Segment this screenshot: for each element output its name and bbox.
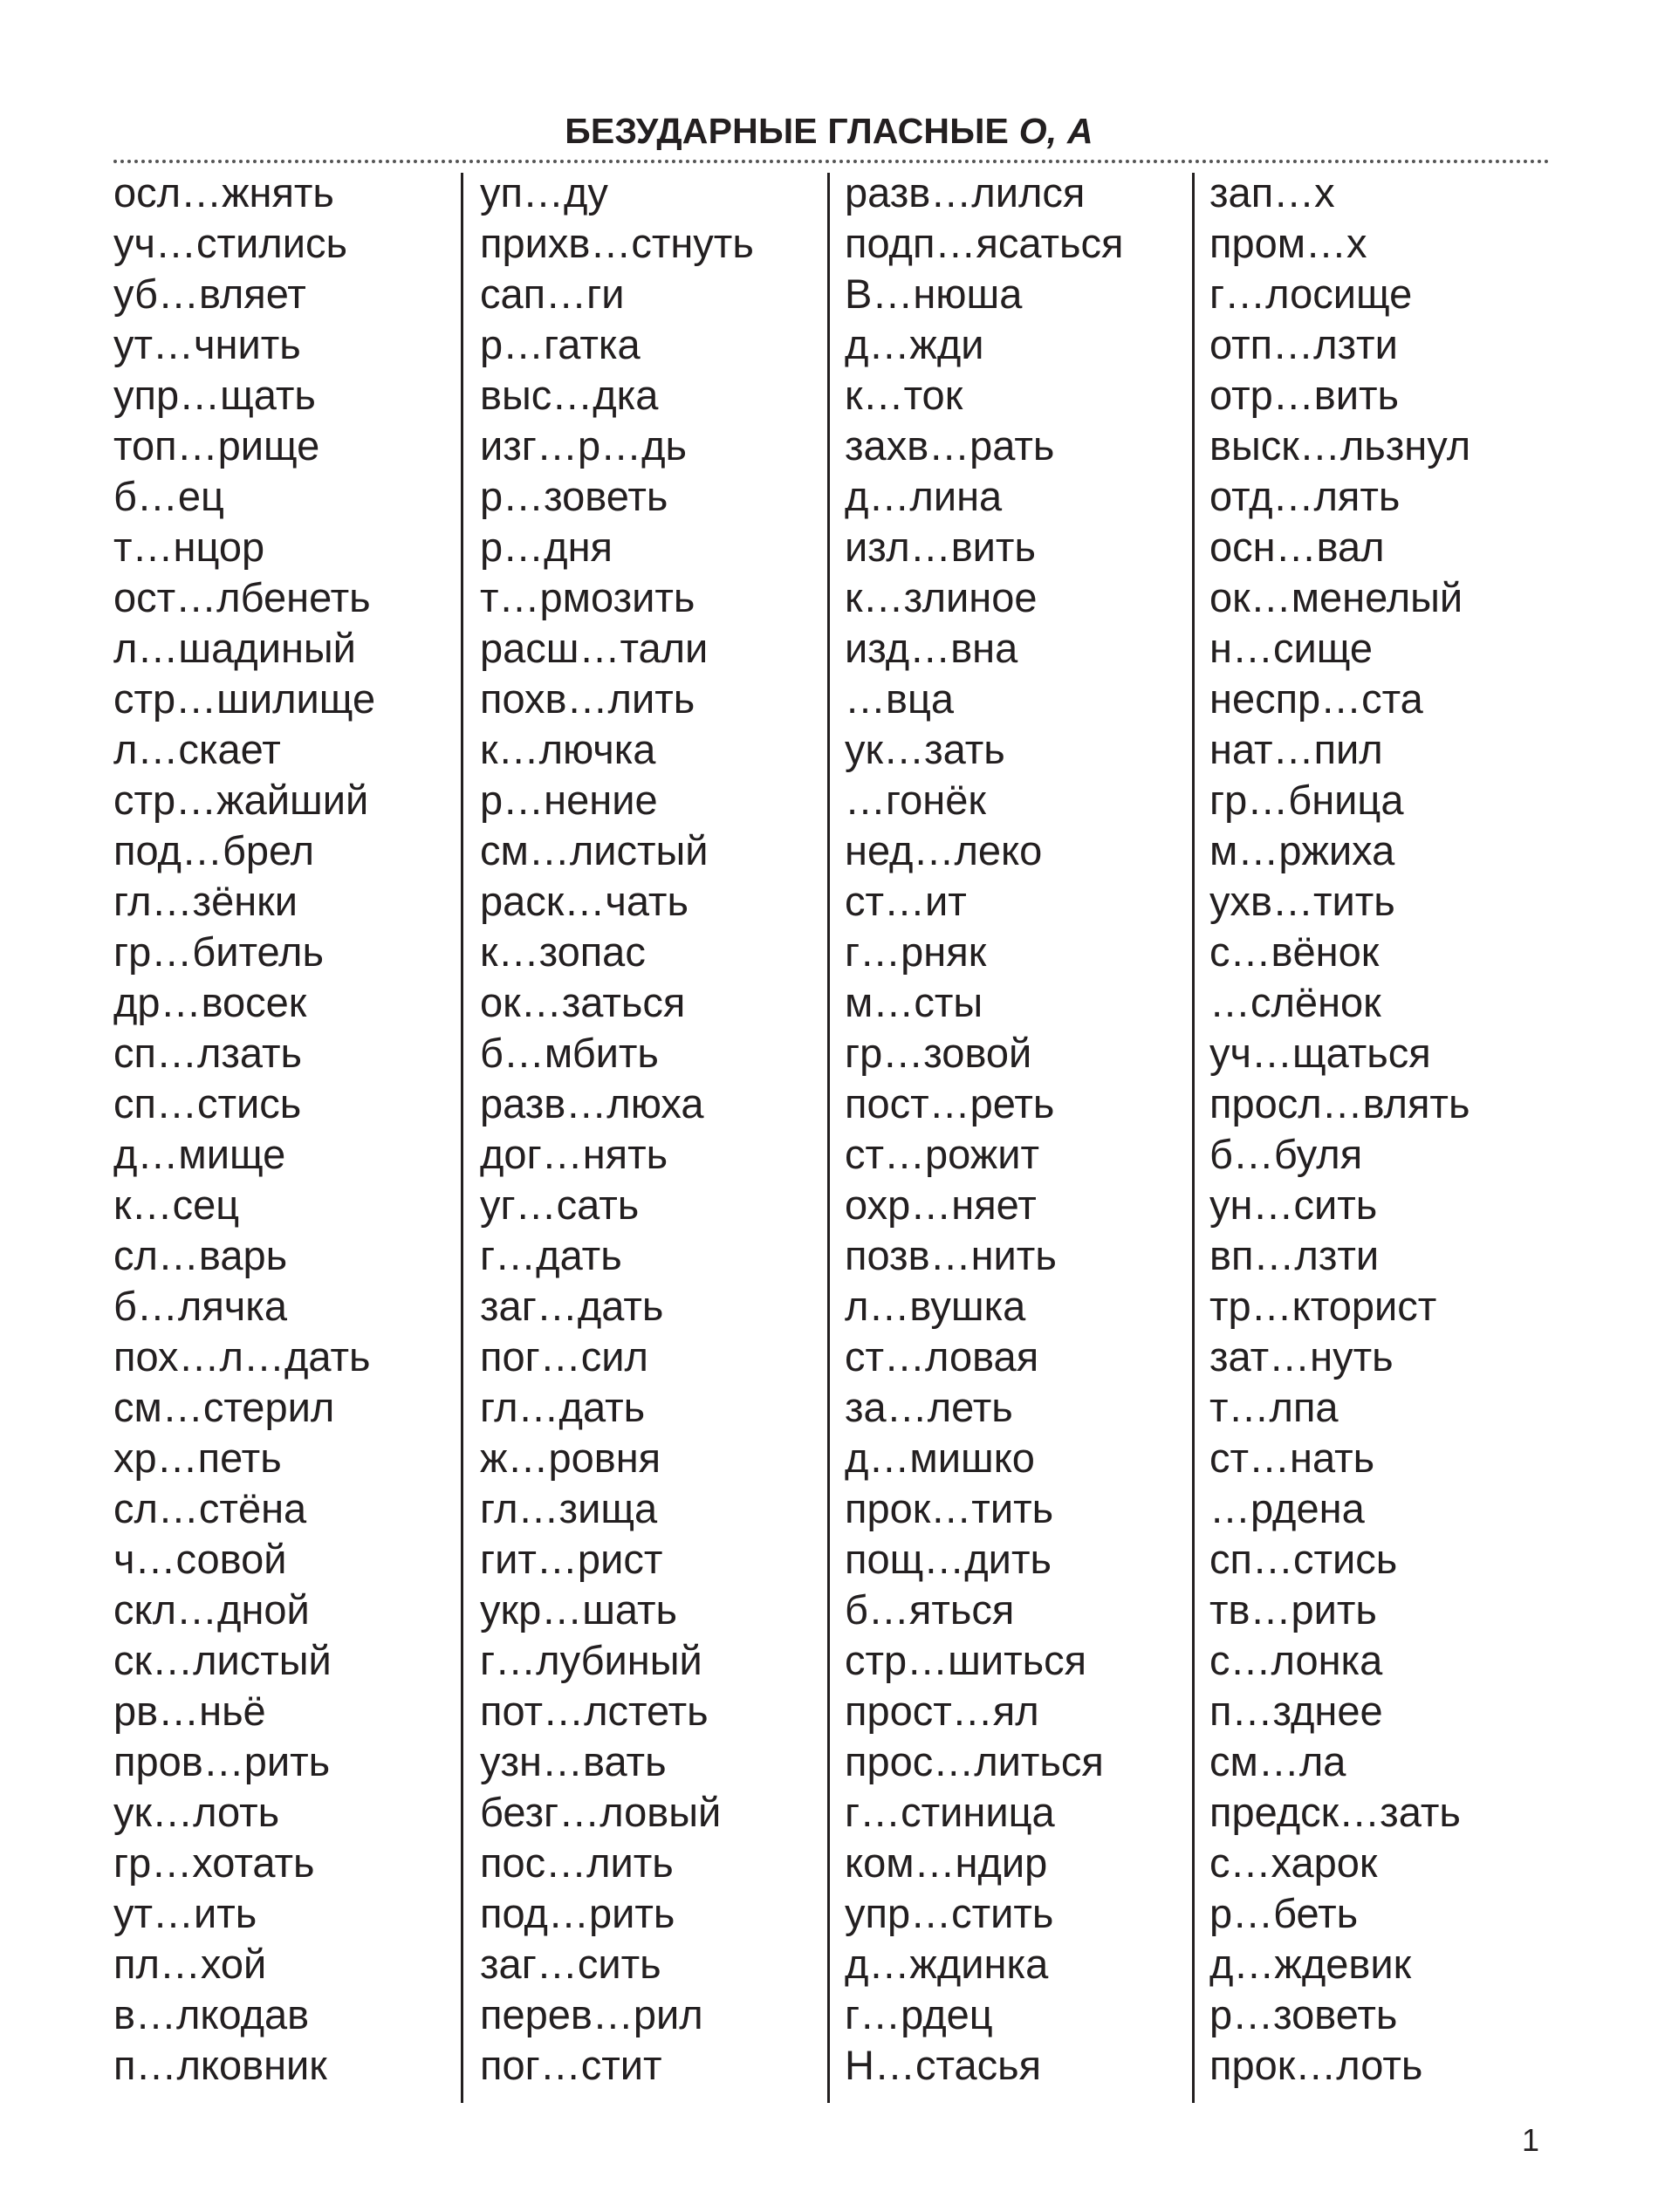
word-item: заг…сить bbox=[480, 1941, 661, 1987]
word-item: просл…влять bbox=[1209, 1080, 1470, 1127]
word-item: ст…нать bbox=[1209, 1435, 1375, 1481]
word-item: к…злиное bbox=[845, 574, 1038, 620]
word-item: заг…дать bbox=[480, 1283, 664, 1329]
word-item: раск…чать bbox=[480, 878, 689, 924]
column-divider bbox=[461, 173, 463, 2103]
word-item: изд…вна bbox=[845, 625, 1018, 671]
word-item: пощ…дить bbox=[845, 1536, 1052, 1582]
word-item: г…рдец bbox=[845, 1991, 993, 2037]
word-column-2 bbox=[480, 168, 754, 2103]
word-item: за…леть bbox=[845, 1384, 1013, 1430]
word-item: др…восек bbox=[113, 979, 307, 1025]
word-column-1 bbox=[113, 168, 375, 2103]
word-item: разв…люха bbox=[480, 1080, 704, 1127]
word-item: пох…л…дать bbox=[113, 1333, 371, 1380]
word-item: хр…петь bbox=[113, 1435, 282, 1481]
word-item: н…сище bbox=[1209, 625, 1373, 671]
word-item: с…лонка bbox=[1209, 1637, 1383, 1683]
word-item: упр…стить bbox=[845, 1890, 1054, 1936]
word-item: см…ла bbox=[1209, 1738, 1346, 1784]
word-item: под…рить bbox=[480, 1890, 675, 1936]
word-item: гл…дать bbox=[480, 1384, 646, 1430]
word-item: р…нение bbox=[480, 777, 658, 823]
word-item: д…ждевик bbox=[1209, 1941, 1412, 1987]
word-item: б…лячка bbox=[113, 1283, 288, 1329]
word-columns bbox=[113, 168, 1562, 2103]
word-item: ут…чнить bbox=[113, 321, 301, 367]
word-item: укр…шать bbox=[480, 1586, 678, 1633]
word-item: зап…х bbox=[1209, 169, 1335, 216]
word-item: гит…рист bbox=[480, 1536, 663, 1582]
word-item: изг…р…дь bbox=[480, 422, 687, 469]
word-item: гр…зовой bbox=[845, 1030, 1032, 1076]
word-item: д…жди bbox=[845, 321, 984, 367]
word-item: подп…ясаться bbox=[845, 220, 1124, 266]
word-item: предск…зать bbox=[1209, 1789, 1461, 1835]
word-item: ост…лбенеть bbox=[113, 574, 371, 620]
word-item: см…листый bbox=[480, 827, 709, 873]
word-item: ст…ит bbox=[845, 878, 967, 924]
word-item: похв…лить bbox=[480, 675, 695, 722]
word-item: т…нцор bbox=[113, 524, 265, 570]
word-item: пров…рить bbox=[113, 1738, 331, 1784]
title-dotted-rule bbox=[113, 160, 1550, 163]
word-item: захв…рать bbox=[845, 422, 1055, 469]
word-item: сп…стись bbox=[113, 1080, 302, 1127]
word-item: стр…шилище bbox=[113, 675, 376, 722]
word-item: с…харок bbox=[1209, 1839, 1378, 1886]
word-item: скл…дной bbox=[113, 1586, 310, 1633]
word-item: …вца bbox=[845, 675, 955, 722]
word-item: м…ржиха bbox=[1209, 827, 1395, 873]
word-item: ук…лоть bbox=[113, 1789, 280, 1835]
page-number: 1 bbox=[1521, 2122, 1539, 2158]
word-item: р…беть bbox=[1209, 1890, 1359, 1936]
word-item: уп…ду bbox=[480, 169, 608, 216]
word-item: уб…вляет bbox=[113, 271, 306, 317]
word-item: п…зднее bbox=[1209, 1688, 1383, 1734]
word-item: стр…жайший bbox=[113, 777, 369, 823]
word-item: выс…дка bbox=[480, 372, 659, 418]
word-item: пром…х bbox=[1209, 220, 1367, 266]
word-item: безг…ловый bbox=[480, 1789, 722, 1835]
word-column-4 bbox=[1209, 168, 1470, 2103]
word-item: р…зоветь bbox=[1209, 1991, 1398, 2037]
word-item: п…лковник bbox=[113, 2042, 327, 2088]
word-item: отп…лзти bbox=[1209, 321, 1398, 367]
word-item: с…вёнок bbox=[1209, 928, 1380, 975]
word-item: сп…стись bbox=[1209, 1536, 1398, 1582]
page-title bbox=[0, 110, 1658, 152]
word-item: г…стиница bbox=[845, 1789, 1055, 1835]
word-item: гл…зёнки bbox=[113, 878, 298, 924]
word-item: узн…вать bbox=[480, 1738, 667, 1784]
word-item: прок…тить bbox=[845, 1485, 1054, 1531]
word-item: зат…нуть bbox=[1209, 1333, 1394, 1380]
word-item: прос…литься bbox=[845, 1738, 1104, 1784]
word-item: к…сец bbox=[113, 1181, 240, 1228]
word-item: г…лосище bbox=[1209, 271, 1413, 317]
word-item: гл…зища bbox=[480, 1485, 658, 1531]
word-item: осл…жнять bbox=[113, 169, 334, 216]
word-item: упр…щать bbox=[113, 372, 316, 418]
word-item: осн…вал bbox=[1209, 524, 1385, 570]
word-item: в…лкодав bbox=[113, 1991, 310, 2037]
word-item: сл…стёна bbox=[113, 1485, 307, 1531]
word-item: л…шадиный bbox=[113, 625, 356, 671]
word-item: л…вушка bbox=[845, 1283, 1026, 1329]
word-item: р…гатка bbox=[480, 321, 641, 367]
word-item: перев…рил bbox=[480, 1991, 703, 2037]
word-item: …гонёк bbox=[845, 777, 986, 823]
word-item: прихв…стнуть bbox=[480, 220, 754, 266]
word-item: пот…лстеть bbox=[480, 1688, 709, 1734]
word-item: гр…бница bbox=[1209, 777, 1404, 823]
word-item: ст…ловая bbox=[845, 1333, 1039, 1380]
word-item: стр…шиться bbox=[845, 1637, 1087, 1683]
word-item: д…мишко bbox=[845, 1435, 1035, 1481]
word-item: тв…рить bbox=[1209, 1586, 1377, 1633]
word-item: пог…стит bbox=[480, 2042, 662, 2088]
word-item: нед…леко bbox=[845, 827, 1043, 873]
column-divider bbox=[1192, 173, 1195, 2103]
word-item: г…дать bbox=[480, 1232, 622, 1278]
word-item: дог…нять bbox=[480, 1131, 668, 1177]
word-item: к…зопас bbox=[480, 928, 646, 975]
word-item: отр…вить bbox=[1209, 372, 1400, 418]
word-item: г…рняк bbox=[845, 928, 987, 975]
word-item: д…мище bbox=[113, 1131, 286, 1177]
word-item: пост…реть bbox=[845, 1080, 1055, 1127]
title-letters: О, А bbox=[1018, 111, 1093, 151]
word-item: ун…сить bbox=[1209, 1181, 1378, 1228]
word-item: прост…ял bbox=[845, 1688, 1039, 1734]
word-item: неспр…ста bbox=[1209, 675, 1423, 722]
word-item: ж…ровня bbox=[480, 1435, 661, 1481]
word-item: топ…рище bbox=[113, 422, 320, 469]
word-item: выск…льзнул bbox=[1209, 422, 1471, 469]
word-item: разв…лился bbox=[845, 169, 1086, 216]
word-item: ок…заться bbox=[480, 979, 686, 1025]
word-item: ук…зать bbox=[845, 726, 1005, 772]
word-item: уч…стились bbox=[113, 220, 347, 266]
word-item: пл…хой bbox=[113, 1941, 267, 1987]
word-item: б…ец bbox=[113, 473, 224, 519]
word-item: уч…щаться bbox=[1209, 1030, 1431, 1076]
word-item: м…сты bbox=[845, 979, 983, 1025]
word-item: В…нюша bbox=[845, 271, 1023, 317]
word-item: к…ток bbox=[845, 372, 963, 418]
word-item: вп…лзти bbox=[1209, 1232, 1380, 1278]
word-item: ок…менелый bbox=[1209, 574, 1463, 620]
word-item: охр…няет bbox=[845, 1181, 1037, 1228]
word-item: сп…лзать bbox=[113, 1030, 303, 1076]
word-item: гр…хотать bbox=[113, 1839, 315, 1886]
word-item: сап…ги bbox=[480, 271, 625, 317]
word-item: рв…ньё bbox=[113, 1688, 266, 1734]
word-item: б…яться bbox=[845, 1586, 1015, 1633]
title-main: БЕЗУДАРНЫЕ ГЛАСНЫЕ bbox=[565, 111, 1010, 151]
word-item: под…брел bbox=[113, 827, 315, 873]
word-item: прок…лоть bbox=[1209, 2042, 1423, 2088]
word-item: д…лина bbox=[845, 473, 1003, 519]
word-item: ст…рожит bbox=[845, 1131, 1039, 1177]
word-item: гр…битель bbox=[113, 928, 324, 975]
word-item: р…дня bbox=[480, 524, 613, 570]
word-item: ч…совой bbox=[113, 1536, 287, 1582]
word-item: Н…стасья bbox=[845, 2042, 1042, 2088]
word-item: д…ждинка bbox=[845, 1941, 1049, 1987]
word-item: нат…пил bbox=[1209, 726, 1383, 772]
word-item: пог…сил bbox=[480, 1333, 648, 1380]
word-item: пос…лить bbox=[480, 1839, 674, 1886]
word-column-3 bbox=[845, 168, 1123, 2103]
word-item: т…рмозить bbox=[480, 574, 695, 620]
word-item: ут…ить bbox=[113, 1890, 257, 1936]
word-item: к…лючка bbox=[480, 726, 656, 772]
word-item: л…скает bbox=[113, 726, 281, 772]
word-item: расш…тали bbox=[480, 625, 709, 671]
word-item: см…стерил bbox=[113, 1384, 335, 1430]
word-item: ком…ндир bbox=[845, 1839, 1048, 1886]
word-item: б…буля bbox=[1209, 1131, 1363, 1177]
word-item: тр…кторист bbox=[1209, 1283, 1437, 1329]
word-item: ск…листый bbox=[113, 1637, 332, 1683]
word-item: …слёнок bbox=[1209, 979, 1381, 1025]
word-item: …рдена bbox=[1209, 1485, 1365, 1531]
word-item: сл…варь bbox=[113, 1232, 288, 1278]
word-item: т…лпа bbox=[1209, 1384, 1339, 1430]
word-item: изл…вить bbox=[845, 524, 1036, 570]
word-item: б…мбить bbox=[480, 1030, 659, 1076]
column-divider bbox=[827, 173, 830, 2103]
word-item: уг…сать bbox=[480, 1181, 640, 1228]
word-item: ухв…тить bbox=[1209, 878, 1395, 924]
word-item: позв…нить bbox=[845, 1232, 1057, 1278]
word-item: отд…лять bbox=[1209, 473, 1401, 519]
word-item: г…лубиный bbox=[480, 1637, 702, 1683]
word-item: р…зоветь bbox=[480, 473, 668, 519]
